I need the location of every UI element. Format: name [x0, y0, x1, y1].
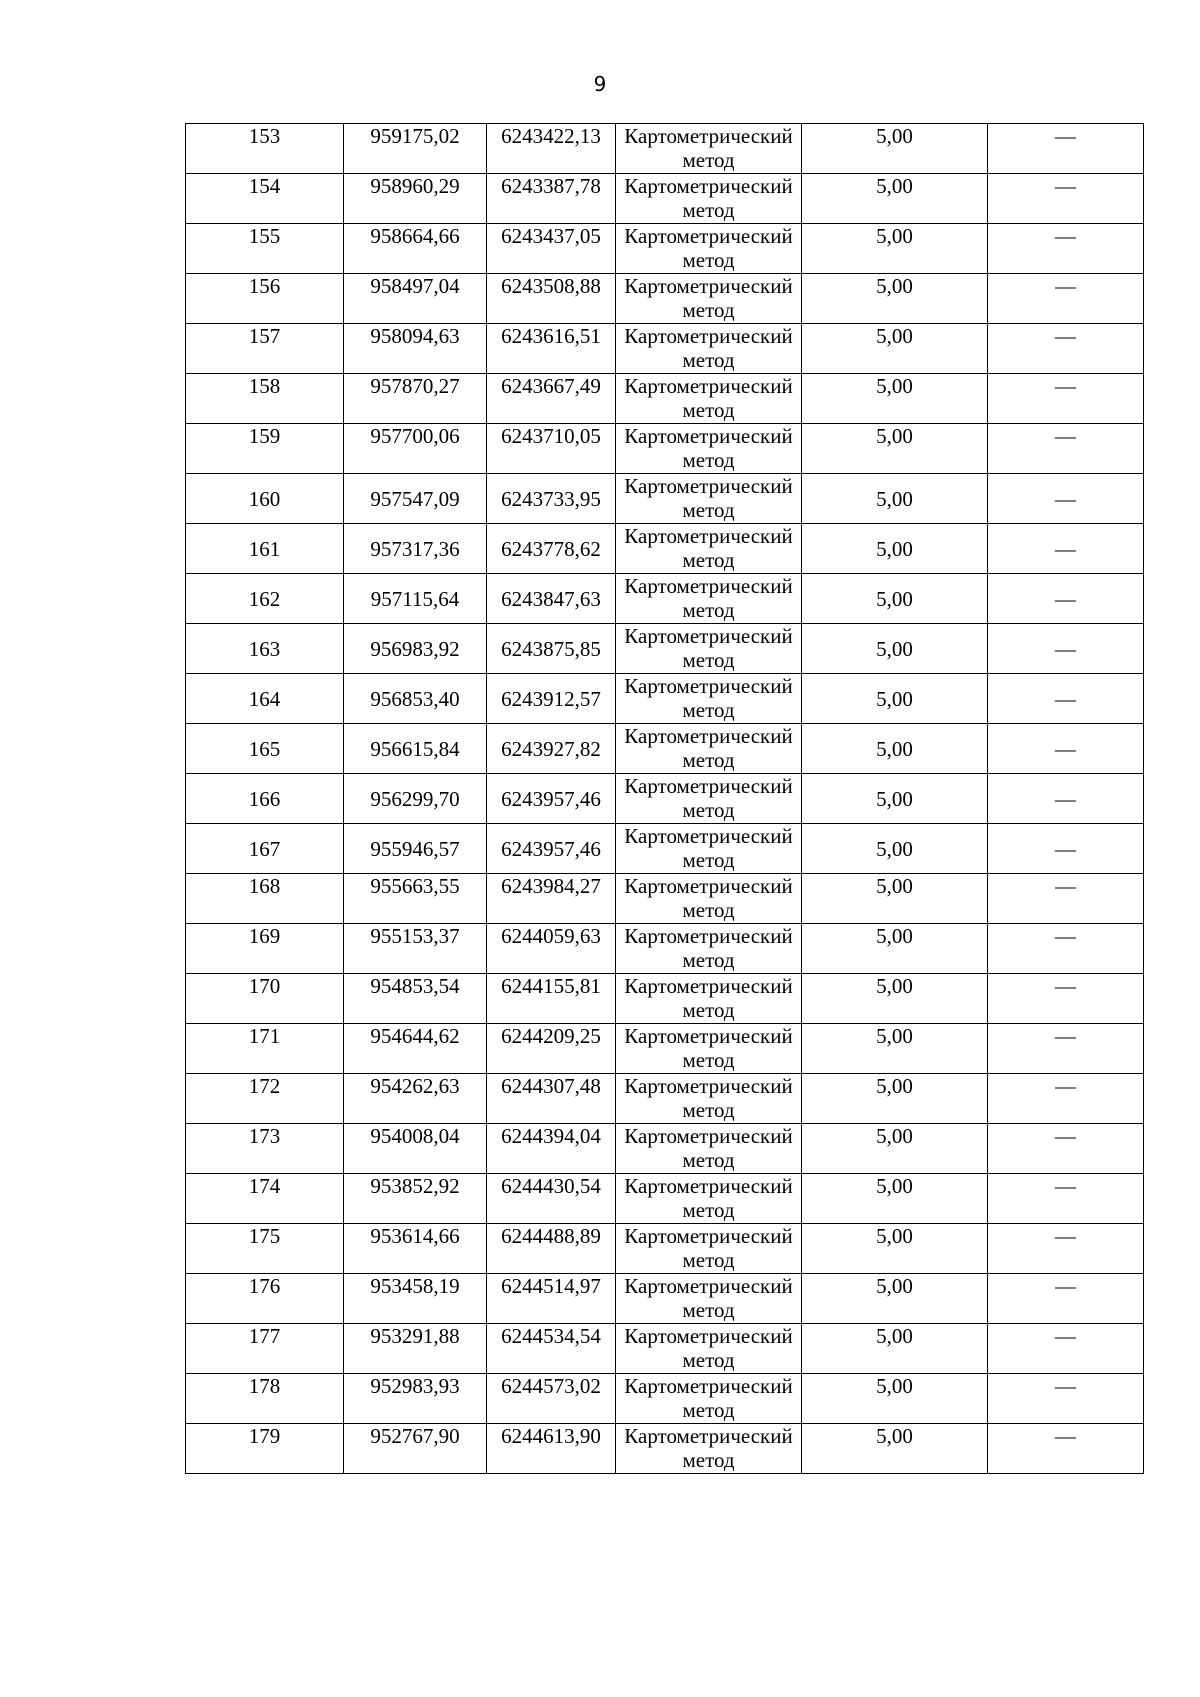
point-number-cell: 166	[186, 774, 344, 824]
method-cell: Картометрический метод	[616, 624, 802, 674]
accuracy-cell: 5,00	[802, 1124, 988, 1174]
accuracy-cell: 5,00	[802, 624, 988, 674]
accuracy-cell: 5,00	[802, 124, 988, 174]
x-coordinate-cell: 958497,04	[344, 274, 487, 324]
y-coordinate-cell: 6243710,05	[487, 424, 616, 474]
note-cell: —	[988, 174, 1144, 224]
method-cell: Картометрический метод	[616, 974, 802, 1024]
y-coordinate-cell: 6244209,25	[487, 1024, 616, 1074]
accuracy-cell: 5,00	[802, 974, 988, 1024]
accuracy-cell: 5,00	[802, 1074, 988, 1124]
accuracy-cell: 5,00	[802, 1374, 988, 1424]
table-row	[186, 474, 1144, 524]
y-coordinate-cell: 6244613,90	[487, 1424, 616, 1474]
x-coordinate-cell: 957870,27	[344, 374, 487, 424]
point-number-cell: 170	[186, 974, 344, 1024]
table-row	[186, 824, 1144, 874]
y-coordinate-cell: 6244394,04	[487, 1124, 616, 1174]
method-cell: Картометрический метод	[616, 124, 802, 174]
method-cell: Картометрический метод	[616, 824, 802, 874]
accuracy-cell: 5,00	[802, 874, 988, 924]
y-coordinate-cell: 6243733,95	[487, 474, 616, 524]
x-coordinate-cell: 954262,63	[344, 1074, 487, 1124]
point-number-cell: 155	[186, 224, 344, 274]
method-cell: Картометрический метод	[616, 774, 802, 824]
y-coordinate-cell: 6244155,81	[487, 974, 616, 1024]
table-row	[186, 1324, 1144, 1374]
table-row	[186, 874, 1144, 924]
x-coordinate-cell: 956983,92	[344, 624, 487, 674]
method-cell: Картометрический метод	[616, 424, 802, 474]
method-cell: Картометрический метод	[616, 674, 802, 724]
x-coordinate-cell: 958664,66	[344, 224, 487, 274]
y-coordinate-cell: 6243508,88	[487, 274, 616, 324]
coordinates-table	[185, 123, 1144, 1474]
method-cell: Картометрический метод	[616, 1024, 802, 1074]
note-cell: —	[988, 124, 1144, 174]
point-number-cell: 174	[186, 1174, 344, 1224]
note-cell: —	[988, 1374, 1144, 1424]
method-cell: Картометрический метод	[616, 1324, 802, 1374]
note-cell: —	[988, 974, 1144, 1024]
accuracy-cell: 5,00	[802, 1274, 988, 1324]
accuracy-cell: 5,00	[802, 1174, 988, 1224]
y-coordinate-cell: 6243847,63	[487, 574, 616, 624]
note-cell: —	[988, 1324, 1144, 1374]
point-number-cell: 156	[186, 274, 344, 324]
note-cell: —	[988, 1024, 1144, 1074]
y-coordinate-cell: 6243422,13	[487, 124, 616, 174]
table-row	[186, 574, 1144, 624]
coordinates-table-body	[186, 124, 1144, 1474]
note-cell: —	[988, 324, 1144, 374]
accuracy-cell: 5,00	[802, 224, 988, 274]
x-coordinate-cell: 954853,54	[344, 974, 487, 1024]
y-coordinate-cell: 6243912,57	[487, 674, 616, 724]
point-number-cell: 175	[186, 1224, 344, 1274]
table-row	[186, 224, 1144, 274]
method-cell: Картометрический метод	[616, 224, 802, 274]
y-coordinate-cell: 6243927,82	[487, 724, 616, 774]
accuracy-cell: 5,00	[802, 1024, 988, 1074]
x-coordinate-cell: 953614,66	[344, 1224, 487, 1274]
y-coordinate-cell: 6243616,51	[487, 324, 616, 374]
point-number-cell: 161	[186, 524, 344, 574]
method-cell: Картометрический метод	[616, 724, 802, 774]
point-number-cell: 159	[186, 424, 344, 474]
point-number-cell: 168	[186, 874, 344, 924]
x-coordinate-cell: 958094,63	[344, 324, 487, 374]
table-row	[186, 174, 1144, 224]
table-row	[186, 1424, 1144, 1474]
y-coordinate-cell: 6243667,49	[487, 374, 616, 424]
x-coordinate-cell: 957317,36	[344, 524, 487, 574]
x-coordinate-cell: 952767,90	[344, 1424, 487, 1474]
point-number-cell: 178	[186, 1374, 344, 1424]
note-cell: —	[988, 574, 1144, 624]
method-cell: Картометрический метод	[616, 374, 802, 424]
table-row	[186, 424, 1144, 474]
note-cell: —	[988, 424, 1144, 474]
x-coordinate-cell: 955946,57	[344, 824, 487, 874]
y-coordinate-cell: 6244514,97	[487, 1274, 616, 1324]
note-cell: —	[988, 1174, 1144, 1224]
point-number-cell: 160	[186, 474, 344, 524]
accuracy-cell: 5,00	[802, 474, 988, 524]
method-cell: Картометрический метод	[616, 274, 802, 324]
table-row	[186, 924, 1144, 974]
y-coordinate-cell: 6244488,89	[487, 1224, 616, 1274]
accuracy-cell: 5,00	[802, 374, 988, 424]
note-cell: —	[988, 624, 1144, 674]
y-coordinate-cell: 6243957,46	[487, 774, 616, 824]
accuracy-cell: 5,00	[802, 574, 988, 624]
accuracy-cell: 5,00	[802, 824, 988, 874]
table-row	[186, 1224, 1144, 1274]
y-coordinate-cell: 6243437,05	[487, 224, 616, 274]
method-cell: Картометрический метод	[616, 1074, 802, 1124]
accuracy-cell: 5,00	[802, 724, 988, 774]
table-row	[186, 274, 1144, 324]
point-number-cell: 177	[186, 1324, 344, 1374]
y-coordinate-cell: 6244307,48	[487, 1074, 616, 1124]
accuracy-cell: 5,00	[802, 174, 988, 224]
method-cell: Картометрический метод	[616, 574, 802, 624]
y-coordinate-cell: 6244534,54	[487, 1324, 616, 1374]
table-row	[186, 724, 1144, 774]
method-cell: Картометрический метод	[616, 1124, 802, 1174]
y-coordinate-cell: 6244573,02	[487, 1374, 616, 1424]
accuracy-cell: 5,00	[802, 1224, 988, 1274]
x-coordinate-cell: 956299,70	[344, 774, 487, 824]
table-row	[186, 124, 1144, 174]
method-cell: Картометрический метод	[616, 1424, 802, 1474]
table-row	[186, 624, 1144, 674]
x-coordinate-cell: 954008,04	[344, 1124, 487, 1174]
note-cell: —	[988, 824, 1144, 874]
table-row	[186, 674, 1144, 724]
note-cell: —	[988, 274, 1144, 324]
x-coordinate-cell: 954644,62	[344, 1024, 487, 1074]
point-number-cell: 153	[186, 124, 344, 174]
method-cell: Картометрический метод	[616, 924, 802, 974]
point-number-cell: 172	[186, 1074, 344, 1124]
x-coordinate-cell: 958960,29	[344, 174, 487, 224]
method-cell: Картометрический метод	[616, 874, 802, 924]
accuracy-cell: 5,00	[802, 774, 988, 824]
y-coordinate-cell: 6243875,85	[487, 624, 616, 674]
accuracy-cell: 5,00	[802, 924, 988, 974]
y-coordinate-cell: 6243778,62	[487, 524, 616, 574]
accuracy-cell: 5,00	[802, 1424, 988, 1474]
table-row	[186, 324, 1144, 374]
note-cell: —	[988, 224, 1144, 274]
point-number-cell: 167	[186, 824, 344, 874]
note-cell: —	[988, 524, 1144, 574]
point-number-cell: 176	[186, 1274, 344, 1324]
y-coordinate-cell: 6244430,54	[487, 1174, 616, 1224]
note-cell: —	[988, 1074, 1144, 1124]
point-number-cell: 163	[186, 624, 344, 674]
x-coordinate-cell: 955153,37	[344, 924, 487, 974]
method-cell: Картометрический метод	[616, 1274, 802, 1324]
note-cell: —	[988, 1424, 1144, 1474]
note-cell: —	[988, 1274, 1144, 1324]
point-number-cell: 171	[186, 1024, 344, 1074]
y-coordinate-cell: 6243984,27	[487, 874, 616, 924]
table-row	[186, 374, 1144, 424]
y-coordinate-cell: 6243957,46	[487, 824, 616, 874]
x-coordinate-cell: 955663,55	[344, 874, 487, 924]
x-coordinate-cell: 953458,19	[344, 1274, 487, 1324]
accuracy-cell: 5,00	[802, 674, 988, 724]
page-number: 9	[593, 72, 607, 96]
accuracy-cell: 5,00	[802, 274, 988, 324]
x-coordinate-cell: 957115,64	[344, 574, 487, 624]
accuracy-cell: 5,00	[802, 524, 988, 574]
table-row	[186, 1124, 1144, 1174]
table-row	[186, 774, 1144, 824]
table-row	[186, 1074, 1144, 1124]
y-coordinate-cell: 6243387,78	[487, 174, 616, 224]
y-coordinate-cell: 6244059,63	[487, 924, 616, 974]
method-cell: Картометрический метод	[616, 1374, 802, 1424]
accuracy-cell: 5,00	[802, 1324, 988, 1374]
table-row	[186, 1374, 1144, 1424]
point-number-cell: 169	[186, 924, 344, 974]
point-number-cell: 173	[186, 1124, 344, 1174]
x-coordinate-cell: 959175,02	[344, 124, 487, 174]
method-cell: Картометрический метод	[616, 1174, 802, 1224]
note-cell: —	[988, 1124, 1144, 1174]
x-coordinate-cell: 953852,92	[344, 1174, 487, 1224]
note-cell: —	[988, 1224, 1144, 1274]
method-cell: Картометрический метод	[616, 174, 802, 224]
note-cell: —	[988, 724, 1144, 774]
method-cell: Картометрический метод	[616, 524, 802, 574]
accuracy-cell: 5,00	[802, 424, 988, 474]
point-number-cell: 157	[186, 324, 344, 374]
point-number-cell: 164	[186, 674, 344, 724]
table-row	[186, 1024, 1144, 1074]
note-cell: —	[988, 374, 1144, 424]
x-coordinate-cell: 952983,93	[344, 1374, 487, 1424]
note-cell: —	[988, 774, 1144, 824]
note-cell: —	[988, 474, 1144, 524]
method-cell: Картометрический метод	[616, 324, 802, 374]
note-cell: —	[988, 674, 1144, 724]
table-row	[186, 974, 1144, 1024]
accuracy-cell: 5,00	[802, 324, 988, 374]
method-cell: Картометрический метод	[616, 474, 802, 524]
point-number-cell: 158	[186, 374, 344, 424]
table-row	[186, 1174, 1144, 1224]
x-coordinate-cell: 957700,06	[344, 424, 487, 474]
x-coordinate-cell: 956615,84	[344, 724, 487, 774]
x-coordinate-cell: 956853,40	[344, 674, 487, 724]
method-cell: Картометрический метод	[616, 1224, 802, 1274]
point-number-cell: 162	[186, 574, 344, 624]
point-number-cell: 154	[186, 174, 344, 224]
table-row	[186, 524, 1144, 574]
note-cell: —	[988, 874, 1144, 924]
table-row	[186, 1274, 1144, 1324]
note-cell: —	[988, 924, 1144, 974]
point-number-cell: 165	[186, 724, 344, 774]
point-number-cell: 179	[186, 1424, 344, 1474]
x-coordinate-cell: 953291,88	[344, 1324, 487, 1374]
x-coordinate-cell: 957547,09	[344, 474, 487, 524]
